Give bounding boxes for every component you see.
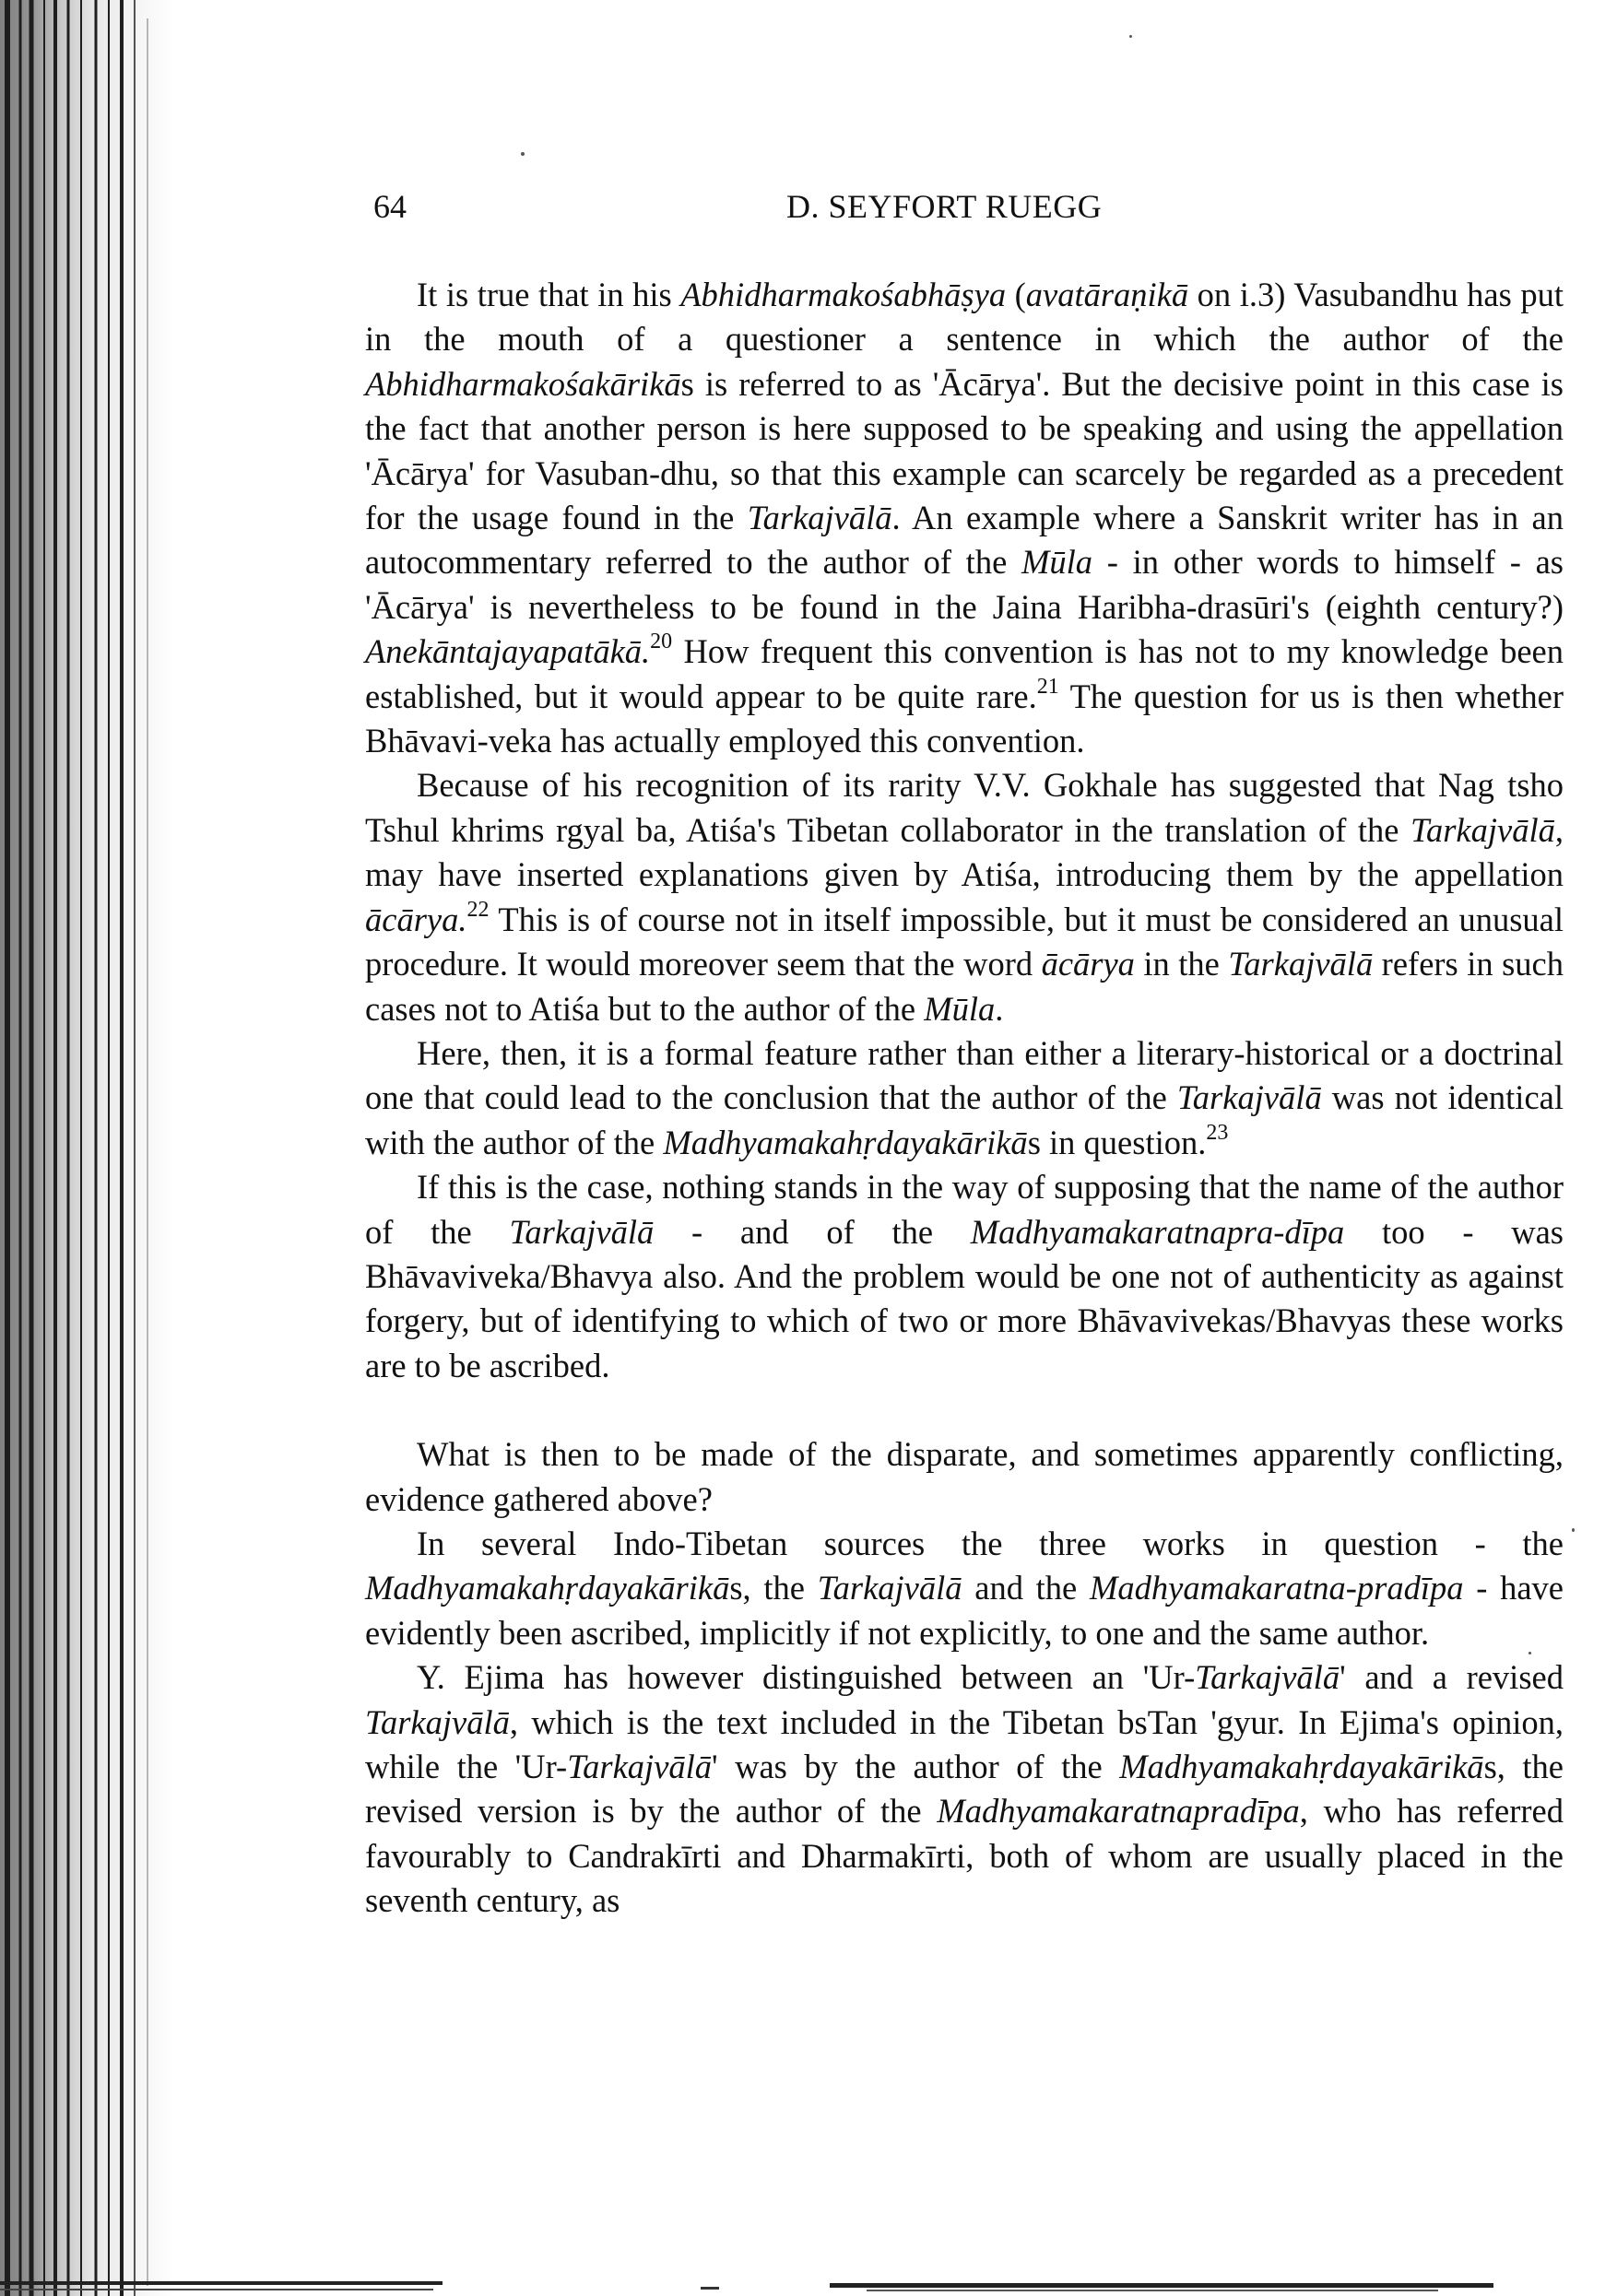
text-run: ' was by the author of the	[712, 1748, 1120, 1785]
footnote-ref: 22	[466, 897, 490, 922]
italic-term: Mūla	[1021, 543, 1093, 582]
text-run: s, the revised version is by the author of the	[365, 1748, 1564, 1831]
italic-term: Tarkajvālā	[817, 1569, 962, 1607]
text-run: , who has referred favourably to Candrakīrti and Dharmakīrti, both of whom are usually placed in the seventh century, as	[365, 1792, 1564, 1920]
italic-term: Tarkajvālā	[509, 1212, 655, 1251]
page-number: 64	[373, 188, 407, 225]
text-run: s is referred to as 'Ācārya'. But the decisive point in this case is the fact that another person is here supposed to be speaking and using the appellation 'Ācārya' for Vasuban-dhu, so that this example can scarcely be regarded as a precedent for the usage found in the	[365, 364, 1564, 537]
text-run: , which is the text included in the Tibetan bsTan 'gyur. In Ejima's opinion, while the 'Ur-	[365, 1702, 1564, 1785]
text-run: - in other words to himself - as 'Ācārya' is nevertheless to be found in the Jaina Haribha-drasūri's (eighth century?)	[365, 543, 1564, 626]
text-run: s in question.	[1027, 1123, 1207, 1161]
italic-term: Mūla	[924, 989, 996, 1028]
paragraph	[365, 1655, 1564, 1923]
footnote-ref: 21	[1036, 674, 1059, 699]
italic-term: Madhyamakahṛdayakārikā	[663, 1123, 1028, 1161]
text-run: on i.3) Vasubandhu has put in the mouth of a questioner a sentence in which the author of the	[365, 276, 1564, 359]
text-run: How frequent this convention is has not to my knowledge been established, but it would appear to be quite rare.	[365, 632, 1564, 715]
paragraph	[365, 1165, 1564, 1388]
italic-term: avatāraṇikā	[1025, 276, 1189, 313]
scan-speck	[521, 152, 525, 156]
italic-term: Tarkajvālā	[365, 1702, 510, 1741]
paragraph	[365, 1031, 1564, 1165]
italic-term: Tarkajvālā	[567, 1748, 713, 1785]
running-head: D. SEYFORT RUEGG	[786, 188, 1103, 225]
text-run: (	[1006, 276, 1026, 313]
text-run: .	[995, 989, 1004, 1028]
italic-term: Madhyamakaratnapra-dīpa	[970, 1212, 1345, 1251]
text-run: . An example where a Sanskrit writer has in an autocommentary referred to the author of the	[365, 499, 1564, 582]
italic-term: Tarkajvālā	[1228, 945, 1374, 983]
text-run: , may have inserted explanations given by Atiśa, introducing them by the appellation	[365, 810, 1564, 894]
text-run: Here, then, it is a formal feature rather than either a literary-historical or a doctrinal one that could lead to the conclusion that the author of the	[365, 1033, 1564, 1117]
paragraph	[365, 1522, 1564, 1655]
italic-term: Abhidharmakośabhāṣya	[680, 276, 1007, 313]
text-run: - have evidently been ascribed, implicitly if not explicitly, to one and the same author.	[365, 1569, 1564, 1652]
text-run: This is of course not in itself impossible, but it must be considered an unusual procedure. It would moreover seem that the word	[365, 900, 1564, 983]
page-header	[373, 187, 1572, 242]
italic-term: ācārya.	[365, 900, 467, 938]
text-run: Because of his recognition of its rarity V.V. Gokhale has suggested that Nag tsho Tshul khrims rgyal ba, Atiśa's Tibetan collaborator in the translation of the	[365, 766, 1564, 849]
scan-speck	[1129, 35, 1132, 38]
italic-term: Abhidharmakośakārikā	[365, 364, 681, 403]
italic-term: Tarkajvālā	[1410, 810, 1555, 849]
footnote-ref: 23	[1206, 1120, 1229, 1145]
italic-term: Anekāntajayapatākā.	[365, 632, 651, 671]
text-run: in the	[1134, 945, 1229, 983]
text-run: - and of the	[654, 1212, 971, 1251]
italic-term: Madhyamakahṛdayakārikā	[365, 1569, 730, 1607]
text-run: too - was Bhāvaviveka/Bhavya also. And the problem would be one not of authenticity as against forgery, but of identifying to which of two or more Bhāvavivekas/Bhavyas these works are to be ascribed.	[365, 1212, 1564, 1384]
paragraph	[365, 763, 1564, 1030]
scanned-spine-shadow	[0, 0, 175, 2296]
text-run: refers in such cases not to Atiśa but to the author of the	[365, 945, 1564, 1028]
text-run: s, the	[729, 1569, 818, 1607]
text-run: Y. Ejima has however distinguished between an 'Ur-	[417, 1658, 1196, 1697]
text-run: was not identical with the author of the	[365, 1078, 1564, 1161]
italic-term: Madhyamakaratnapradīpa	[937, 1792, 1300, 1831]
paragraph	[365, 1432, 1564, 1522]
text-run: In several Indo-Tibetan sources the three works in question - the	[417, 1524, 1564, 1562]
text-run: The question for us is then whether Bhāvavi-veka has actually employed this convention.	[365, 677, 1564, 760]
text-run: If this is the case, nothing stands in the way of supposing that the name of the author of the	[365, 1168, 1564, 1251]
italic-term: ācārya	[1041, 945, 1135, 983]
paragraph	[365, 273, 1564, 763]
text-run: and the	[962, 1569, 1090, 1607]
italic-term: Madhyamakaratna-pradīpa	[1089, 1569, 1464, 1607]
italic-term: Madhyamakahṛdayakārikā	[1119, 1748, 1484, 1785]
text-run: ' and a revised	[1340, 1658, 1564, 1697]
italic-term: Tarkajvālā	[1195, 1658, 1340, 1697]
italic-term: Tarkajvālā	[1176, 1078, 1322, 1117]
footnote-ref: 20	[650, 630, 673, 654]
scan-speck	[1572, 1528, 1575, 1532]
main-text	[365, 273, 1564, 1924]
text-run: What is then to be made of the disparate, and sometimes apparently conflicting, evidence gathered above?	[365, 1435, 1564, 1518]
italic-term: Tarkajvālā	[747, 499, 892, 537]
scanned-bottom-edge	[0, 2276, 1617, 2296]
text-run: It is true that in his	[417, 276, 681, 313]
